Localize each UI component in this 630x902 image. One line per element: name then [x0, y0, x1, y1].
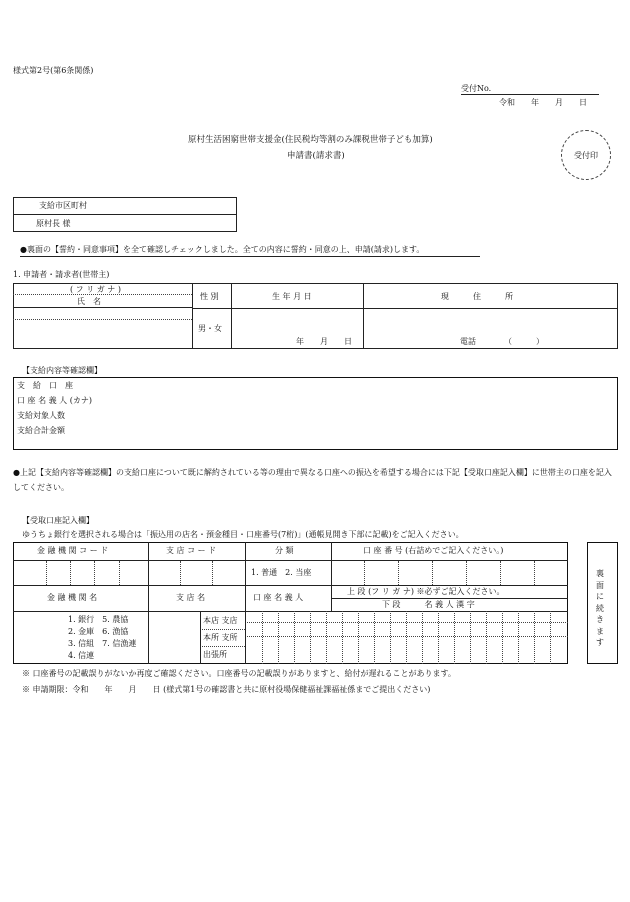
birthdate-label: 生 年 月 日 — [272, 292, 312, 301]
account-section-title: 【受取口座記入欄】 — [22, 516, 94, 525]
account-type-options[interactable]: 1. 普通 2. 当座 — [251, 568, 312, 577]
receipt-number-line — [461, 94, 599, 95]
mayor-label: 原村長 様 — [36, 219, 71, 228]
form-number: 様式第2号(第6条関係) — [13, 66, 94, 75]
phone-label[interactable]: 電話 （ ） — [460, 337, 544, 346]
consent-underline — [20, 256, 480, 257]
benefit-row-account: 支 給 口 座 — [17, 381, 73, 390]
account-number-label: 口 座 番 号 (右詰めでご記入ください。) — [363, 546, 504, 555]
benefit-box — [13, 377, 618, 450]
receipt-number-label: 受付No. — [461, 84, 492, 93]
applicant-section-title: 1. 申請者・請求者(世帯主) — [13, 270, 110, 279]
form-title: 原村生活困窮世帯支援金(住民税均等割のみ課税世帯子ども加算) — [188, 135, 433, 145]
name-label: 氏 名 — [77, 297, 101, 306]
reception-seal — [561, 130, 611, 180]
bank-name-label: 金 融 機 関 名 — [47, 593, 98, 602]
form-subtitle: 申請書(請求書) — [287, 151, 345, 161]
bank-code-label: 金 融 機 関 コ ー ド — [37, 546, 109, 555]
alternate-account-notice: ●上記【支給内容等確認欄】の支給口座について既に解約されている等の理由で異なる口座への振込を希望する場合には下記【受取口座記入欄】に世帯主の口座を記入してください。 — [13, 468, 612, 492]
consent-notice: ●裏面の【誓約・同意事項】を全て確認しチェックしました。全ての内容に誓約・同意の上、申請(請求)します。 — [20, 245, 425, 254]
account-holder-label: 口 座 名 義 人 — [253, 593, 304, 602]
municipality-label: 支給市区町村 — [39, 201, 87, 210]
holder-lower-label: 下 段 名 義 人 漢 字 — [382, 600, 475, 609]
bank-type-2[interactable]: 2. 金庫 6. 漁協 — [68, 627, 129, 636]
continue-on-back-text: 裏 面 に 続 き ま す — [596, 569, 604, 647]
benefit-row-holder: 口 座 名 義 人 (カナ) — [17, 396, 92, 405]
branch-name-label: 支 店 名 — [176, 593, 206, 602]
gender-options[interactable]: 男・女 — [198, 324, 222, 333]
birthdate-fields[interactable]: 年 月 日 — [296, 337, 352, 346]
account-type-label: 分 類 — [275, 546, 294, 555]
furigana-label: ( フ リ ガ ナ ) — [70, 285, 121, 294]
gender-label: 性 別 — [200, 292, 219, 301]
branch-type-3[interactable]: 出張所 — [203, 650, 227, 659]
reception-seal-label: 受付印 — [574, 150, 598, 160]
footnote-account-check: ※ 口座番号の記載誤りがないか再度ご確認ください。口座番号の記載誤りがありますと、給付が遅れることがあります。 — [22, 669, 456, 678]
date-line: 令和 年 月 日 — [499, 98, 587, 107]
branch-type-2[interactable]: 本所 支所 — [203, 633, 238, 642]
benefit-section-title: 【支給内容等確認欄】 — [22, 366, 102, 375]
yucho-note: ゆうちょ銀行を選択される場合は「振込用の店名・預金種目・口座番号(7桁)」(通帳見開き下部に記載)をご記入ください。 — [22, 530, 464, 539]
holder-upper-label: 上 段 (フ リ ガ ナ) ※必ずご記入ください。 — [347, 587, 505, 596]
address-label: 現 住 所 — [441, 292, 513, 301]
footnote-deadline: ※ 申請期限：令和 年 月 日 (様式第1号の確認書と共に原村役場保健福祉課福祉係までご提出ください) — [22, 685, 431, 694]
bank-type-3[interactable]: 3. 信組 7. 信漁連 — [68, 639, 137, 648]
branch-code-label: 支 店 コ ー ド — [166, 546, 217, 555]
branch-type-1[interactable]: 本店 支店 — [203, 616, 238, 625]
addressee-divider — [13, 214, 237, 215]
benefit-row-count: 支給対象人数 — [17, 411, 65, 420]
benefit-row-total: 支給合計金額 — [17, 426, 65, 435]
bank-type-1[interactable]: 1. 銀行 5. 農協 — [68, 615, 129, 624]
bank-type-4[interactable]: 4. 信連 — [68, 651, 95, 660]
